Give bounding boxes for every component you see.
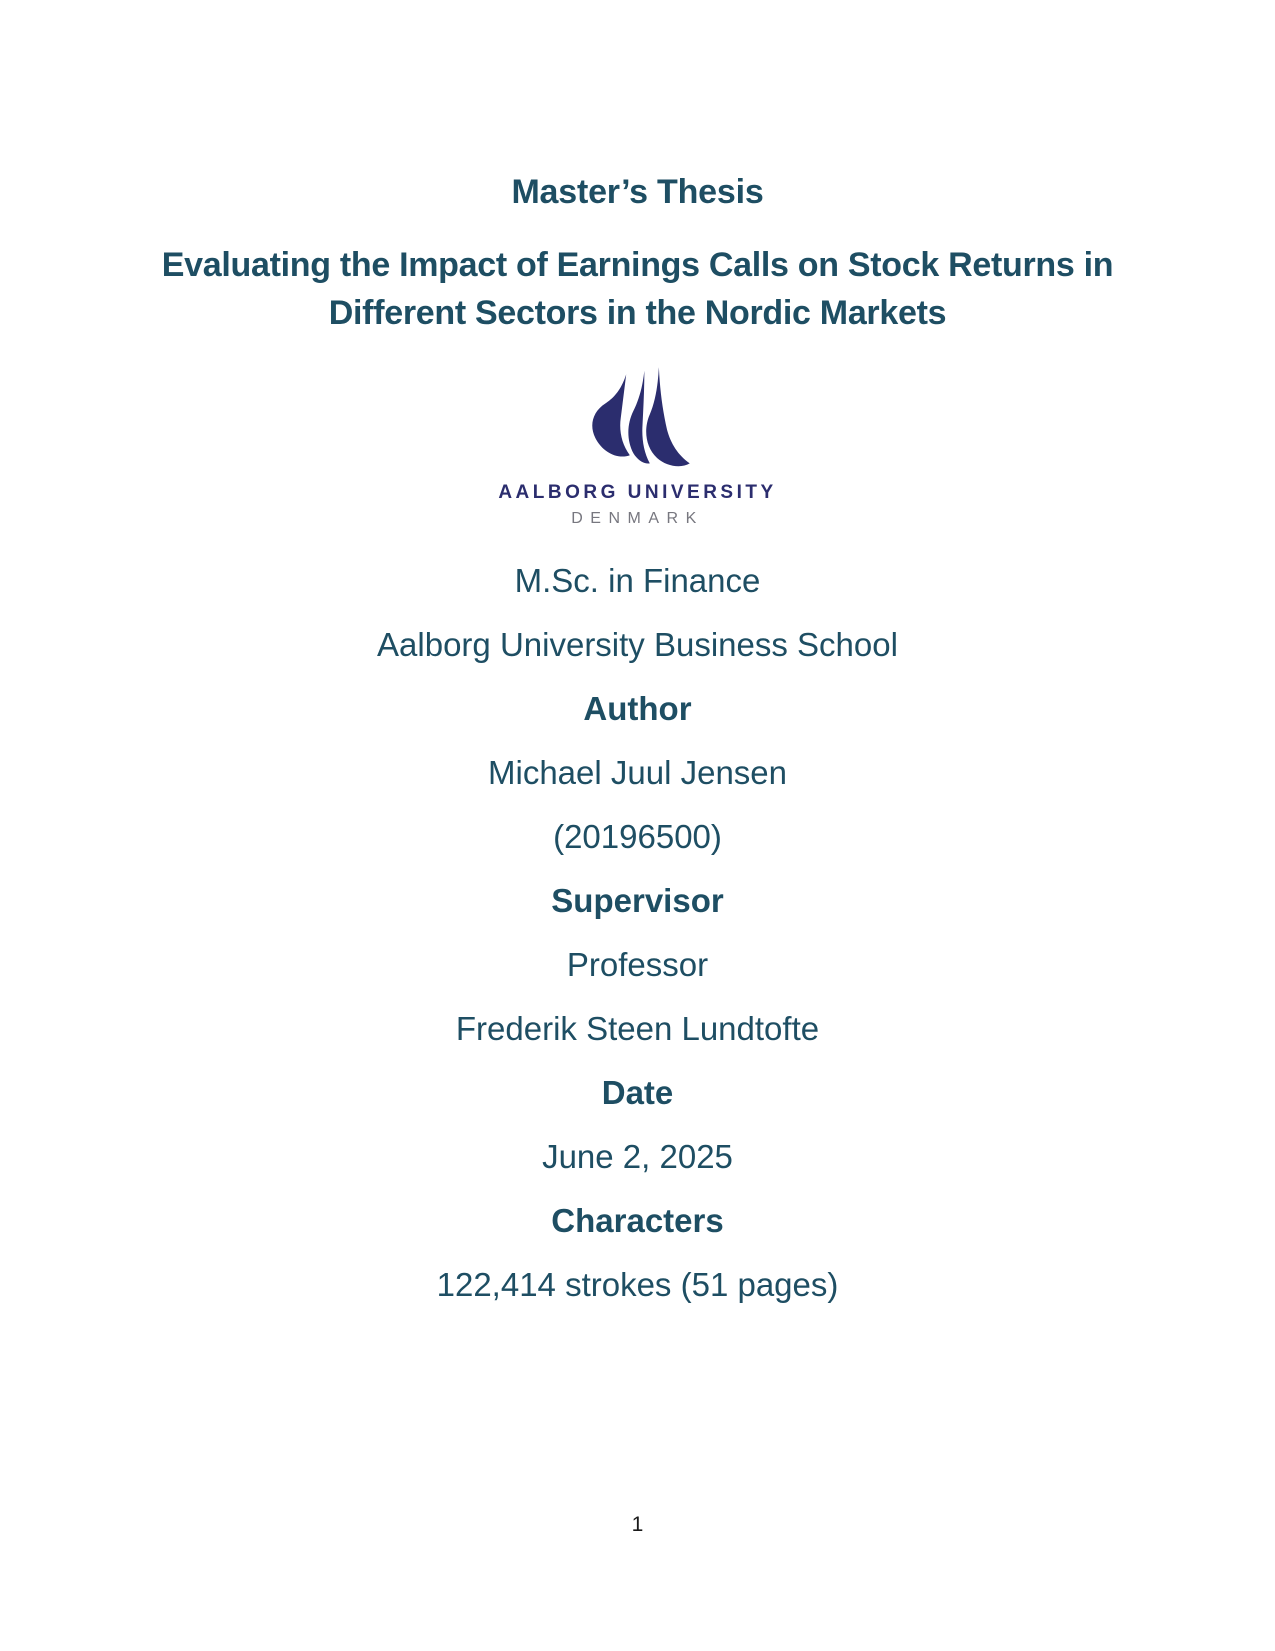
thesis-title-line-1: Evaluating the Impact of Earnings Calls on Stock Returns in <box>161 246 1114 284</box>
thesis-title <box>88 241 1188 337</box>
supervisor-label: Supervisor <box>551 882 724 919</box>
characters-label: Characters <box>551 1202 724 1239</box>
page-number: 1 <box>631 1513 644 1536</box>
logo-university-name: AALBORG UNIVERSITY <box>498 482 777 503</box>
title-page-details <box>0 564 1275 1302</box>
university-logo <box>0 367 1275 528</box>
characters-value: 122,414 strokes (51 pages) <box>436 1266 839 1303</box>
student-id: (20196500) <box>553 818 722 855</box>
author-name: Michael Juul Jensen <box>488 754 787 791</box>
school-name: Aalborg University Business School <box>377 626 898 663</box>
logo-country-name: DENMARK <box>571 510 704 527</box>
date-label: Date <box>601 1074 674 1111</box>
supervisor-name: Frederik Steen Lundtofte <box>455 1010 820 1047</box>
doc-type-heading: Master’s Thesis <box>511 173 764 211</box>
date-value: June 2, 2025 <box>542 1138 733 1175</box>
aau-swoosh-icon <box>579 367 697 469</box>
author-label: Author <box>583 690 692 727</box>
thesis-title-line-2: Different Sectors in the Nordic Markets <box>328 294 947 332</box>
program-name: M.Sc. in Finance <box>514 562 761 599</box>
supervisor-title: Professor <box>566 946 709 983</box>
